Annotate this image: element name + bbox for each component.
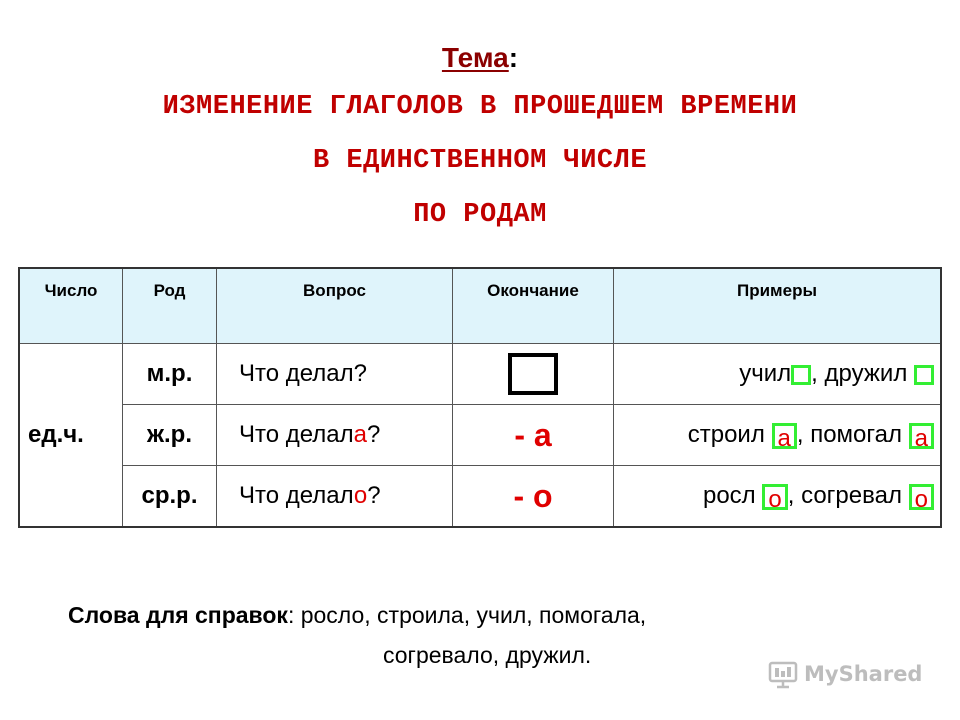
question-cell <box>217 344 453 405</box>
example-separator: , <box>811 360 825 387</box>
watermark <box>768 656 938 692</box>
ending-highlight-box: о <box>762 484 787 510</box>
examples-cell <box>614 405 942 466</box>
zero-ending-box <box>508 353 558 395</box>
reference-line-2: согревало, дружил. <box>383 642 592 668</box>
example-separator: , <box>787 482 802 509</box>
question-base: Что делал <box>239 482 354 509</box>
ending-text: - а <box>514 416 552 453</box>
header-question: Вопрос <box>217 268 453 344</box>
table-row <box>19 466 941 528</box>
question-cell <box>217 405 453 466</box>
presentation-screen-icon <box>768 659 798 689</box>
heading-line-1: ИЗМЕНЕНИЕ ГЛАГОЛОВ В ПРОШЕДШЕМ ВРЕМЕНИ <box>162 92 798 122</box>
question-ending: а <box>353 421 368 448</box>
question-ending: о <box>353 482 368 509</box>
example-word-1: учил <box>739 360 792 387</box>
question-mark: ? <box>353 360 368 387</box>
topic-colon: : <box>508 42 519 73</box>
ending-cell <box>453 344 614 405</box>
example-separator: , <box>796 421 811 448</box>
example-word-2: помогал <box>810 421 909 448</box>
reference-label: Слова для справок <box>68 602 288 628</box>
table-row <box>19 405 941 466</box>
example-word-1: росл <box>702 482 763 509</box>
example-word-2: дружил <box>824 360 914 387</box>
ending-highlight-box <box>791 365 811 385</box>
table-header-row <box>19 268 941 344</box>
gender-cell: м.р. <box>123 344 217 405</box>
header-examples: Примеры <box>614 268 942 344</box>
ending-cell <box>453 405 614 466</box>
reference-colon: : <box>287 602 295 628</box>
reference-line-1: росло, строила, учил, помогала, <box>294 602 647 628</box>
heading-line-3: ПО РОДАМ <box>413 200 547 230</box>
header-ending: Окончание <box>453 268 614 344</box>
table-row <box>19 344 941 405</box>
title-block <box>0 40 960 242</box>
number-cell: ед.ч. <box>19 344 123 528</box>
question-mark: ? <box>367 421 381 448</box>
ending-highlight-box: о <box>909 484 934 510</box>
question-mark: ? <box>367 482 381 509</box>
reference-words <box>68 596 646 634</box>
header-gender: Род <box>123 268 217 344</box>
examples-cell <box>614 344 942 405</box>
verb-endings-table <box>18 267 942 528</box>
example-word-1: строил <box>687 421 772 448</box>
ending-text: - о <box>513 477 553 514</box>
question-base: Что делал <box>239 421 354 448</box>
watermark-text: MyShared <box>804 662 923 686</box>
question-base: Что делал <box>239 360 354 387</box>
topic-word: Тема <box>441 42 509 73</box>
gender-cell: ж.р. <box>123 405 217 466</box>
topic-label <box>0 40 960 76</box>
header-number: Число <box>19 268 123 344</box>
question-cell <box>217 466 453 528</box>
heading-line-2: В ЕДИНСТВЕННОМ ЧИСЛЕ <box>312 146 648 176</box>
example-word-2: согревал <box>801 482 909 509</box>
examples-cell <box>614 466 942 528</box>
ending-highlight-box: а <box>909 423 934 449</box>
ending-highlight-box <box>914 365 934 385</box>
ending-highlight-box: а <box>772 423 797 449</box>
gender-cell: ср.р. <box>123 466 217 528</box>
ending-cell <box>453 466 614 528</box>
